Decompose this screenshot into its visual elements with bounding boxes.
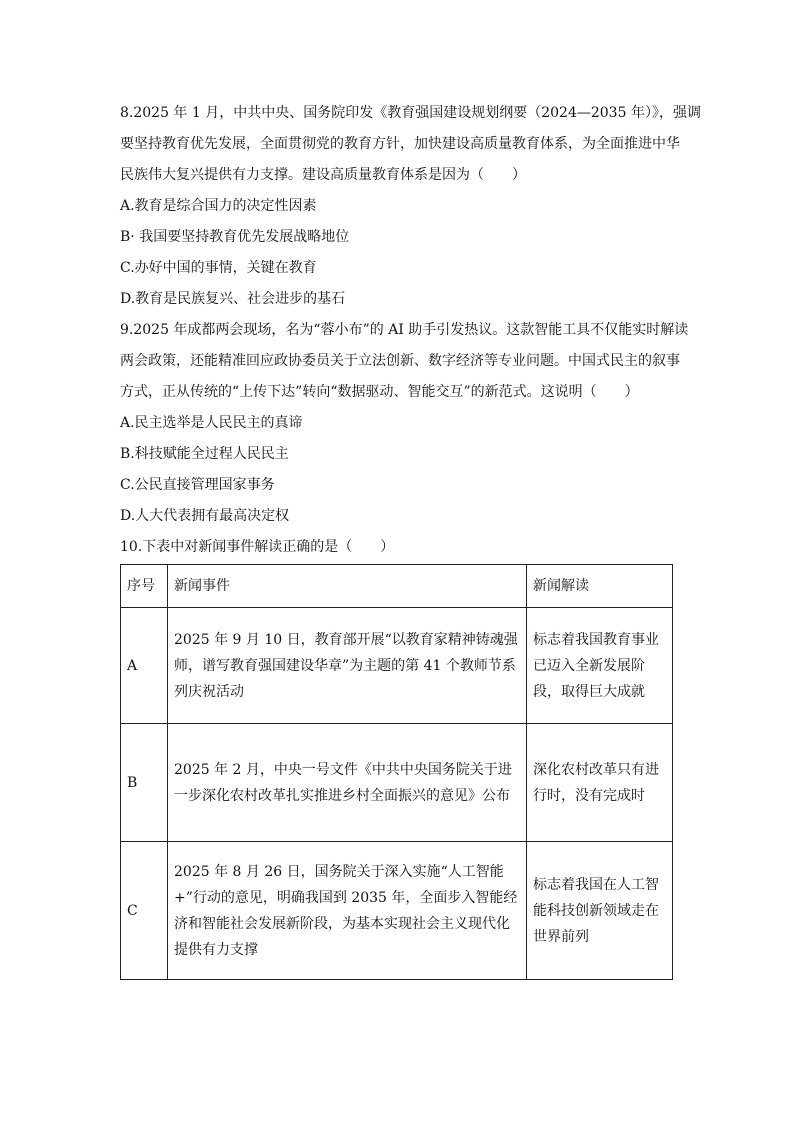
header-index: 序号 xyxy=(121,565,168,608)
table-row xyxy=(121,608,673,724)
row-interpretation xyxy=(527,724,673,842)
q8-option-c: C.办好中国的事情，关键在教育 xyxy=(120,260,317,276)
q10-stem: 10.下表中对新闻事件解读正确的是（ ） xyxy=(120,539,395,555)
row-interpretation-text: 深化农村改革只有进行时，没有完成时 xyxy=(533,761,659,804)
row-event xyxy=(168,724,527,842)
table-row xyxy=(121,724,673,842)
row-interpretation xyxy=(527,608,673,724)
table-header-row xyxy=(121,565,673,608)
news-table xyxy=(120,564,673,980)
q9-stem-line-2: 两会政策，还能精准回应政协委员关于立法创新、数字经济等专业问题。中国式民主的叙事 xyxy=(120,353,680,369)
q8-option-b: B· 我国要坚持教育优先发展战略地位 xyxy=(120,229,350,245)
row-interpretation xyxy=(527,842,673,980)
header-event: 新闻事件 xyxy=(168,565,527,608)
q8-option-d: D.教育是民族复兴、社会进步的基石 xyxy=(120,291,346,307)
q9-stem-line-3: 方式，正从传统的“上传下达”转向“数据驱动、智能交互”的新范式。这说明（ ） xyxy=(120,384,639,400)
q8-stem-line-3: 民族伟大复兴提供有力支撑。建设高质量教育体系是因为（ ） xyxy=(120,167,526,183)
q9-option-c: C.公民直接管理国家事务 xyxy=(120,477,275,493)
row-interpretation-text: 标志着我国教育事业已迈入全新发展阶段，取得巨大成就 xyxy=(533,631,659,700)
row-id: A xyxy=(121,608,168,724)
table-row xyxy=(121,842,673,980)
q8-stem-line-1: 8.2025 年 1 月，中共中央、国务院印发《教育强国建设规划纲要（2024—2035 年）》，强调 xyxy=(120,105,701,121)
row-event-text: 2025 年 9 月 10 日，教育部开展“以教育家精神铸魂强师，谱写教育强国建设华章”为主题的第 41 个教师节系列庆祝活动 xyxy=(174,631,518,700)
q9-stem-line-1: 9.2025 年成都两会现场，名为“蓉小布”的 AI 助手引发热议。这款智能工具不仅能实时解读 xyxy=(120,322,689,338)
q9-option-d: D.人大代表拥有最高决定权 xyxy=(120,508,290,524)
row-interpretation-text: 标志着我国在人工智能科技创新领域走在世界前列 xyxy=(533,876,659,945)
row-event xyxy=(168,608,527,724)
header-interpretation: 新闻解读 xyxy=(527,565,673,608)
row-id: C xyxy=(121,842,168,980)
row-event-text: 2025 年 2 月，中央一号文件《中共中央国务院关于进一步深化农村改革扎实推进乡村全面振兴的意见》公布 xyxy=(174,761,512,804)
q9-option-b: B.科技赋能全过程人民民主 xyxy=(120,446,289,462)
row-id: B xyxy=(121,724,168,842)
q8-option-a: A.教育是综合国力的决定性因素 xyxy=(120,198,317,214)
q8-stem-line-2: 要坚持教育优先发展，全面贯彻党的教育方针，加快建设高质量教育体系，为全面推进中华 xyxy=(120,136,680,152)
row-event-text: 2025 年 8 月 26 日，国务院关于深入实施“人工智能+”行动的意见，明确我国到 2035 年，全面步入智能经济和智能社会发展新阶段，为基本实现社会主义现代化提供有力支撑 xyxy=(174,863,518,958)
row-event xyxy=(168,842,527,980)
q9-option-a: A.民主选举是人民民主的真谛 xyxy=(120,415,303,431)
